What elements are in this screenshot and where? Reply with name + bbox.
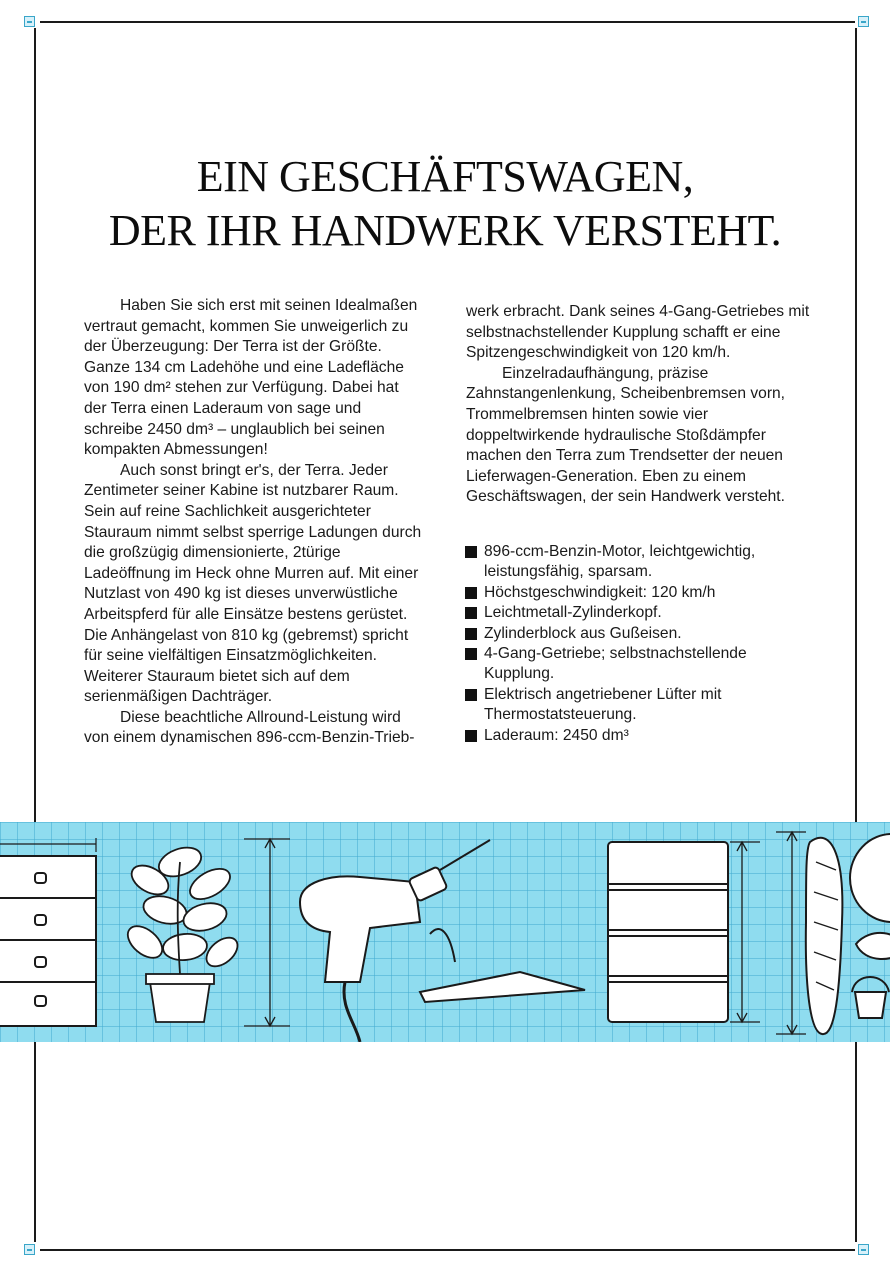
- body-column-left: [84, 296, 424, 749]
- spec-item: Leichtmetall-Zylinderkopf.: [465, 603, 815, 623]
- cargo-illustration-band: [0, 822, 890, 1042]
- frame-left-line-upper: [34, 28, 36, 822]
- body-paragraph: Einzelradaufhängung, präzise Zahnstangenlenkung, Scheibenbremsen vorn, Trommelbremsen hinten sowie vier doppeltwirkende hydraulische Stoßdämpfer machen den Terra zum Trendsetter der neuen Lieferwagen-Generation. Eben zu einem Geschäftswagen, der sein Handwerk versteht.: [466, 364, 786, 506]
- body-paragraph: Haben Sie sich erst mit seinen Idealmaßen vertraut gemacht, kommen Sie unweigerlich zu der Überzeugung: Der Terra ist der Größte. Ganze 134 cm Ladehöhe und eine Ladefläche von 190 dm² stehen zur Verfügung. Dabei hat der Terra einen Laderaum von sage und schreibe 2450 dm³ – unglaublich bei seinen kompakten Abmessungen!: [84, 297, 418, 459]
- spec-item: Elektrisch angetriebener Lüfter mit Thermostatsteuerung.: [465, 685, 815, 726]
- body-paragraph: Auch sonst bringt er's, der Terra. Jeder Zentimeter seiner Kabine ist nutzbarer Raum. Sein auf reine Sachlichkeit ausgerichteter Stauraum nimmt selbst sperrige Ladungen durch die großzügig dimensionierte, 2türige Ladeöffnung im Heck ohne Murren auf. Mit einer Nutzlast von 490 kg ist dieses unverwüstliche Arbeitspferd für alle Einsätze bestens gerüstet. Die Anhängelast von 810 kg (gebremst) spricht für seine vielfältigen Einsatzmöglichkeiten. Weiterer Stauraum bietet sich auf dem serienmäßigen Dachträger.: [84, 461, 422, 706]
- spec-list: [465, 542, 815, 746]
- frame-right-line-lower: [855, 1042, 857, 1242]
- corner-mark-top-right: [858, 16, 869, 27]
- body-paragraph: werk erbracht. Dank seines 4-Gang-Getriebes mit selbstnachstellender Kupplung schafft er eine Spitzengeschwindigkeit von 120 km/h.: [466, 303, 810, 362]
- body-paragraph: Diese beachtliche Allround-Leistung wird von einem dynamischen 896-ccm-Benzin-Trieb-: [84, 708, 415, 747]
- spec-item: Laderaum: 2450 dm³: [465, 726, 815, 746]
- headline-line-1: EIN GESCHÄFTSWAGEN,: [196, 152, 694, 201]
- headline: [0, 150, 890, 258]
- drawer-cabinet-icon: [0, 838, 96, 1026]
- baguette-icon: [806, 838, 843, 1034]
- barrel-icon: [608, 842, 728, 1022]
- frame-left-line-lower: [34, 1042, 36, 1242]
- frame-right-line-upper: [855, 28, 857, 822]
- corner-mark-top-left: [24, 16, 35, 27]
- body-column-right: [466, 302, 816, 508]
- spec-item: 4-Gang-Getriebe; selbstnachstellende Kupplung.: [465, 644, 815, 685]
- headline-line-2: DER IHR HANDWERK VERSTEHT.: [108, 206, 782, 255]
- corner-mark-bottom-left: [24, 1244, 35, 1255]
- spec-item: Höchstgeschwindigkeit: 120 km/h: [465, 583, 815, 603]
- frame-bottom-line: [40, 1249, 855, 1251]
- spec-item: 896-ccm-Benzin-Motor, leichtgewichtig, leistungsfähig, sparsam.: [465, 542, 815, 583]
- corner-mark-bottom-right: [858, 1244, 869, 1255]
- spec-item: Zylinderblock aus Gußeisen.: [465, 624, 815, 644]
- frame-top-line: [40, 21, 855, 23]
